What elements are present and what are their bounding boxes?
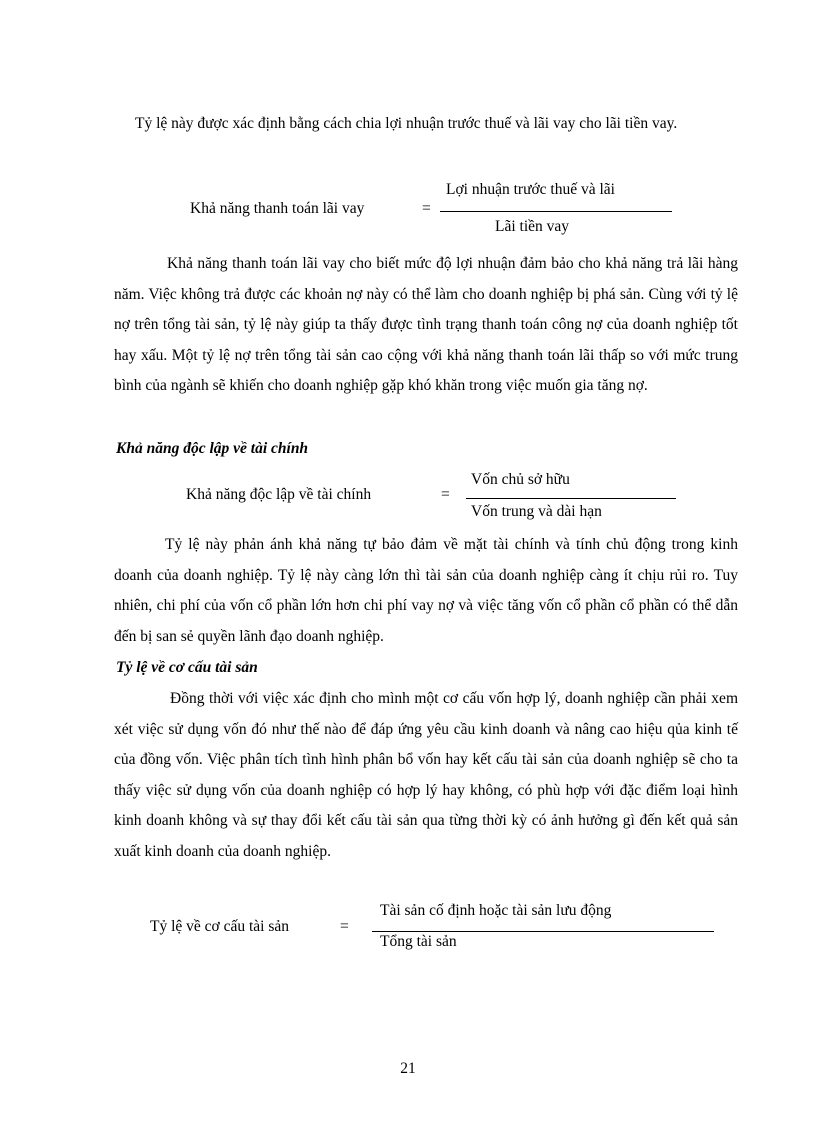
formula-denominator: Vốn trung và dài hạn	[471, 503, 602, 520]
formula-label: Tỷ lệ về cơ cấu tài sản	[150, 918, 290, 935]
formula-denominator: Tổng tài sản	[380, 933, 457, 950]
heading-financial-independence: Khả năng độc lập về tài chính	[116, 440, 309, 457]
heading-asset-structure: Tỷ lệ về cơ cấu tài sản	[116, 659, 258, 676]
formula-label: Khả năng thanh toán lãi vay	[190, 200, 365, 217]
equals-sign: =	[422, 200, 431, 217]
formula-numerator: Tài sản cố định hoặc tài sản lưu động	[380, 902, 612, 919]
paragraph-asset-structure-explanation: Đồng thời với việc xác định cho mình một cơ cấu vốn hợp lý, doanh nghiệp cần phải xem xét việc sử dụng vốn đó như thế nào để đáp ứng yêu cầu kinh doanh và nâng cao hiệu qủa kinh tế của đồng vốn. Việc phân tích tình hình phân bổ vốn hay kết cấu tài sản của doanh nghiệp sẽ cho ta thấy việc sử dụng vốn của doanh nghiệp có hợp lý hay không, có phù hợp với đặc điểm loại hình kinh doanh không và sự thay đổi kết cấu tài sản qua từng thời kỳ có ảnh hưởng gì đến kết quả sản xuất kinh doanh của doanh nghiệp.	[114, 690, 738, 860]
paragraph-interest-coverage-explanation: Khả năng thanh toán lãi vay cho biết mức độ lợi nhuận đảm bảo cho khả năng trả lãi hàng năm. Việc không trả được các khoản nợ này có thể làm cho doanh nghiệp bị phá sản. Cùng với tỷ lệ nợ trên tổng tài sản, tỷ lệ này giúp ta thấy được tình trạng thanh toán công nợ của doanh nghiệp tốt hay xấu. Một tỷ lệ nợ trên tổng tài sản cao cộng với khả năng thanh toán lãi thấp so với mức trung bình của ngành sẽ khiến cho doanh nghiệp gặp khó khăn trong việc muốn gia tăng nợ.	[114, 255, 738, 394]
paragraph-financial-independence-explanation: Tỷ lệ này phản ánh khả năng tự bảo đảm về mặt tài chính và tính chủ động trong kinh doanh của doanh nghiệp. Tỷ lệ này càng lớn thì tài sản của doanh nghiệp càng ít chịu rủi ro. Tuy nhiên, chi phí của vốn cổ phần lớn hơn chi phí vay nợ và việc tăng vốn cổ phần cổ phần có thể dẫn đến bị san sẻ quyền lãnh đạo doanh nghiệp.	[114, 536, 738, 645]
formula-numerator: Lợi nhuận trước thuế và lãi	[446, 181, 615, 198]
paragraph-interest-ratio-intro: Tỷ lệ này được xác định bằng cách chia lợi nhuận trước thuế và lãi vay cho lãi tiền vay.	[135, 115, 678, 132]
fraction-bar	[466, 498, 676, 499]
equals-sign: =	[441, 486, 450, 503]
fraction-bar	[440, 211, 672, 212]
formula-denominator: Lãi tiền vay	[495, 218, 570, 235]
formula-label: Khả năng độc lập về tài chính	[186, 486, 372, 503]
formula-numerator: Vốn chủ sở hữu	[471, 471, 570, 488]
page-number: 21	[400, 1060, 416, 1077]
equals-sign: =	[340, 918, 349, 935]
fraction-bar	[372, 931, 714, 932]
